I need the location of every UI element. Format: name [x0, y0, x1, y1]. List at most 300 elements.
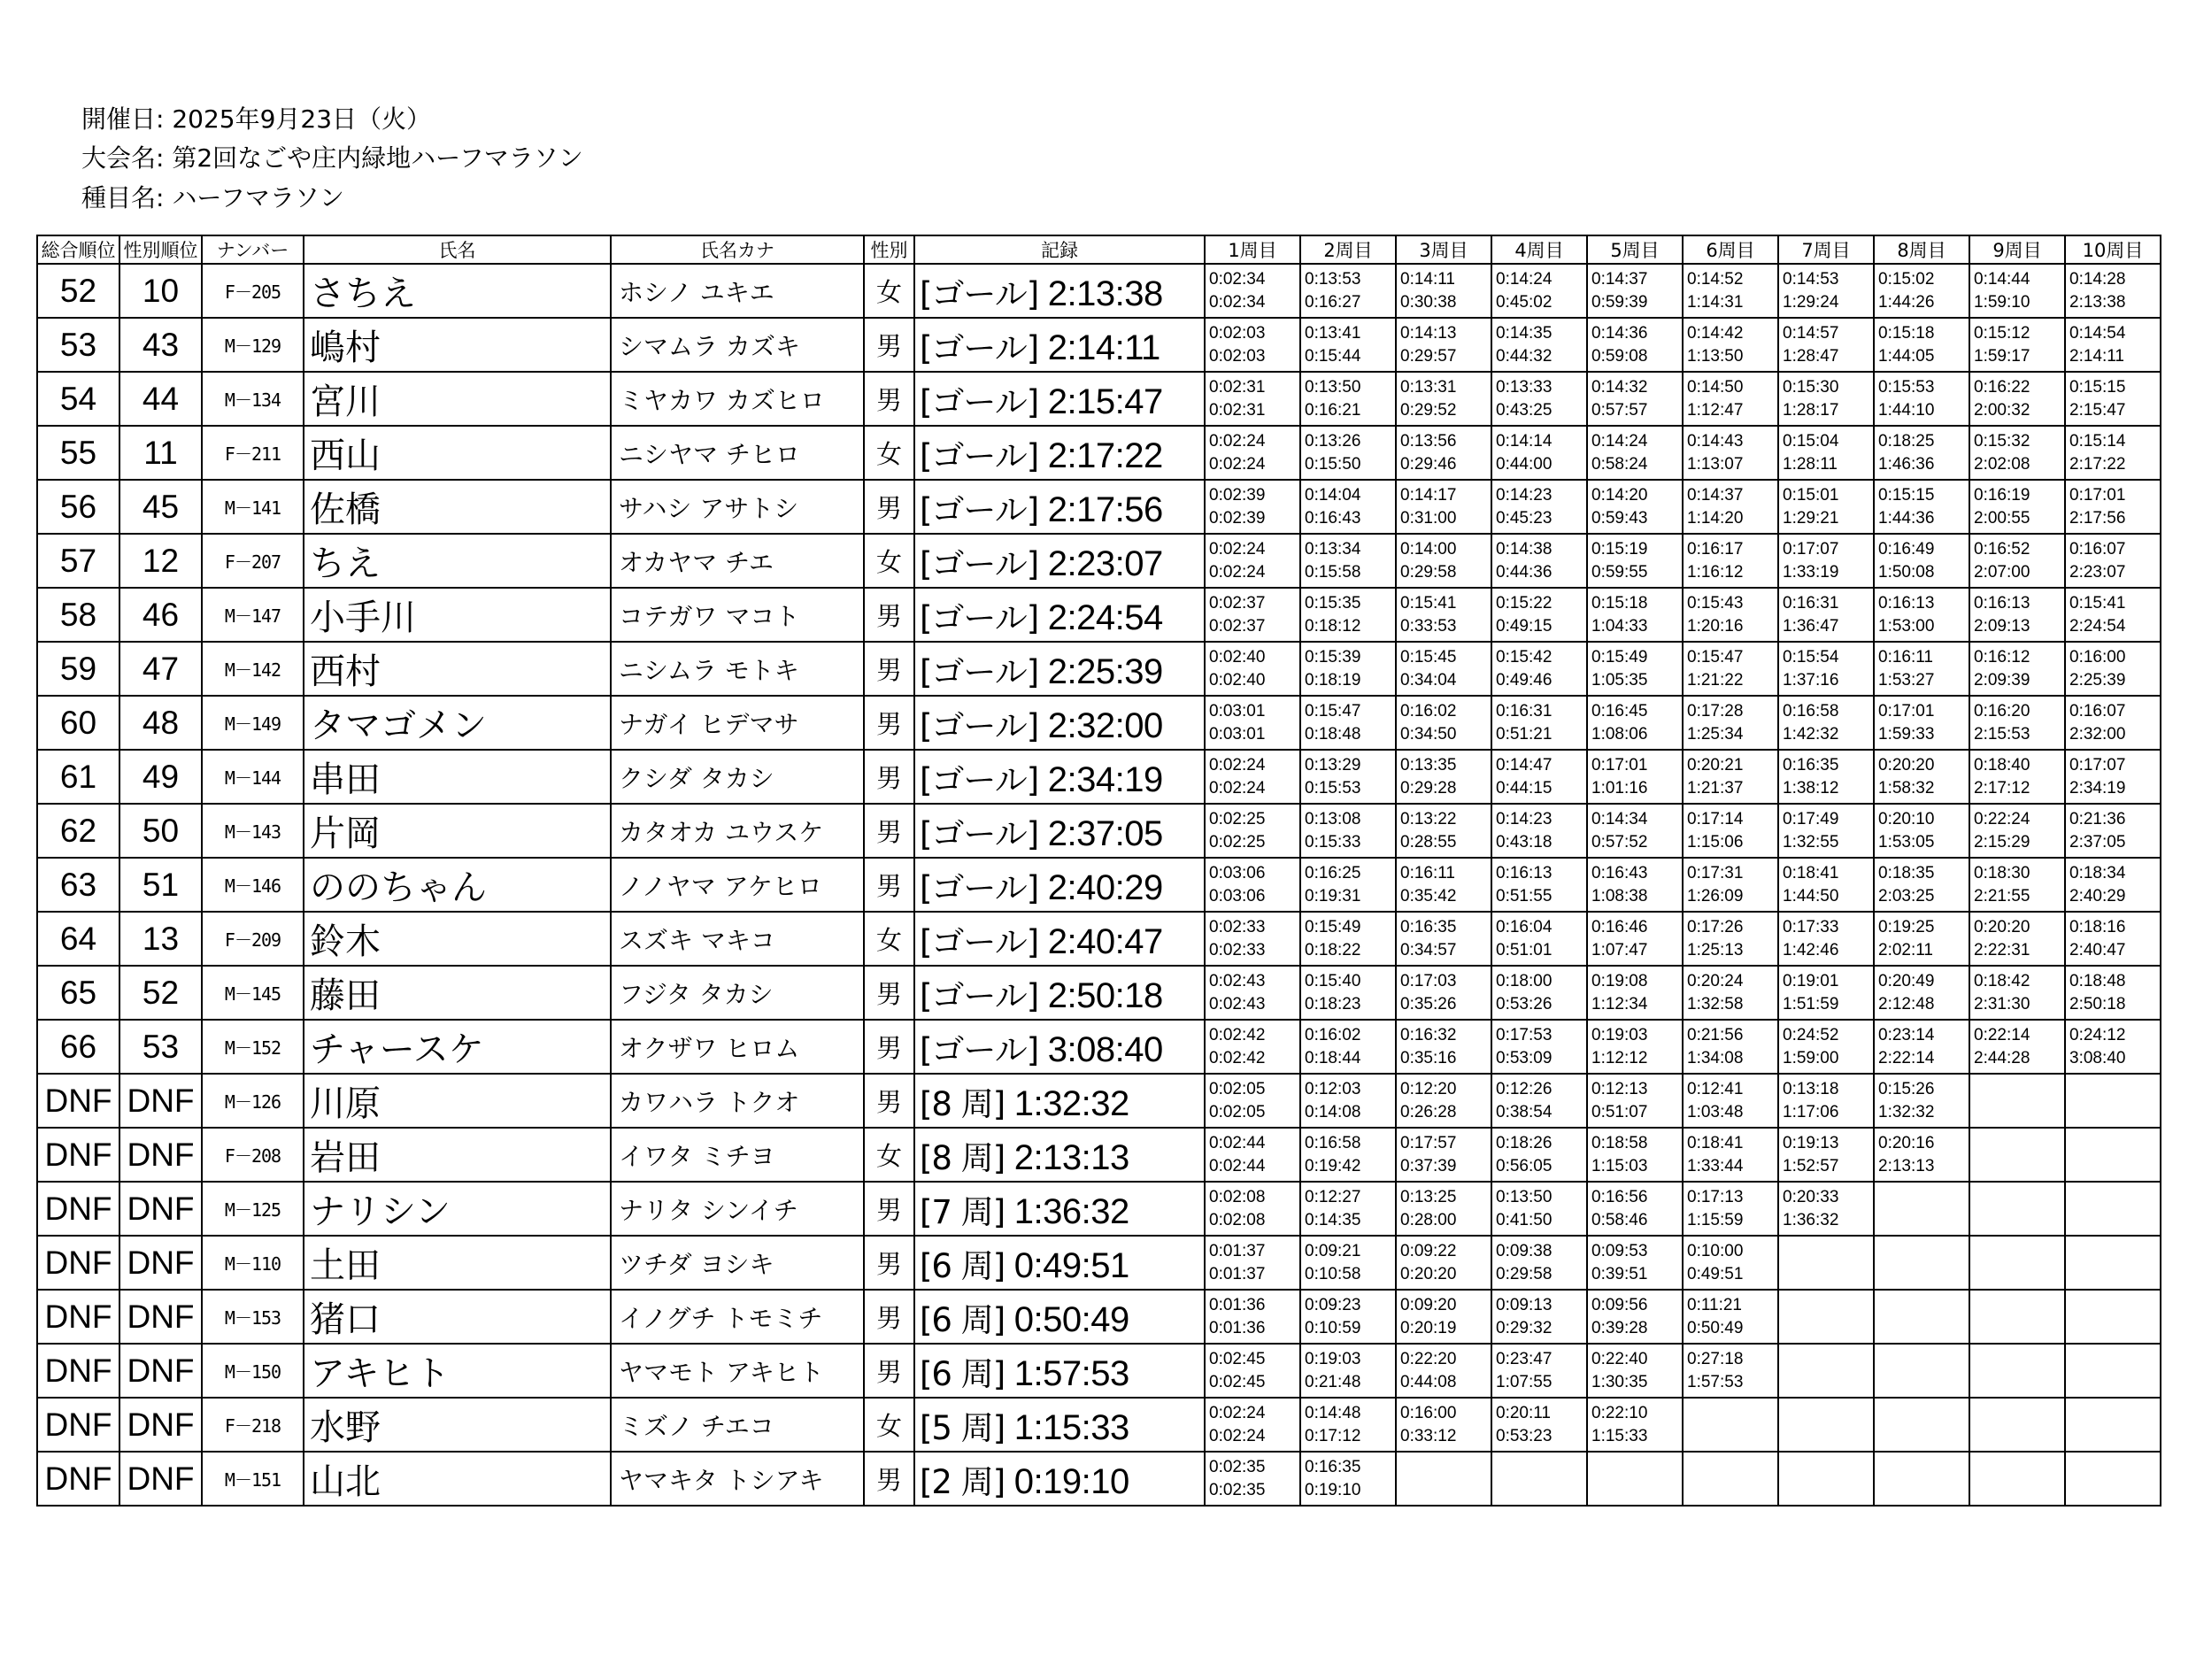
table-row	[37, 1128, 2161, 1182]
lap-cell	[1683, 480, 1778, 534]
lap-cumulative: 0:44:32	[1496, 346, 1553, 366]
lap-split: 0:12:26	[1496, 1079, 1553, 1098]
overall-rank: 64	[37, 912, 119, 966]
lap-split: 0:14:38	[1496, 539, 1553, 559]
table-row	[37, 1182, 2161, 1236]
lap-split	[1878, 1456, 1969, 1479]
lap-cell	[1396, 534, 1491, 588]
lap-cumulative: 0:29:52	[1400, 400, 1457, 420]
lap-cumulative: 0:02:24	[1209, 454, 1266, 474]
lap-split: 0:14:17	[1400, 485, 1457, 505]
lap-cell	[1969, 966, 2065, 1020]
lap-cumulative: 1:14:31	[1687, 292, 1744, 312]
lap-split: 0:17:13	[1687, 1187, 1744, 1206]
lap-cell	[1587, 480, 1683, 534]
lap-split: 0:09:53	[1591, 1241, 1648, 1260]
lap-cell	[1683, 534, 1778, 588]
record-status: [ゴール]	[920, 706, 1039, 745]
bib-number: F－218	[202, 1398, 304, 1452]
lap-cell	[1874, 1074, 1969, 1128]
lap-cumulative: 2:44:28	[1974, 1048, 2030, 1067]
lap-cell	[1778, 696, 1874, 750]
lap-cumulative: 0:34:57	[1400, 940, 1457, 959]
lap-cumulative: 0:49:51	[1687, 1264, 1744, 1283]
lap-cell	[1778, 264, 1874, 318]
lap-cumulative: 2:17:56	[2069, 508, 2126, 528]
lap-cumulative: 0:49:15	[1496, 616, 1553, 636]
lap-cell	[1587, 696, 1683, 750]
lap-split	[1974, 1348, 2064, 1371]
lap-cell	[1587, 1290, 1683, 1344]
lap-cumulative: 0:57:52	[1591, 832, 1648, 852]
lap-cumulative: 0:44:08	[1400, 1372, 1457, 1391]
runner-gender: 男	[864, 1290, 914, 1344]
lap-cumulative: 0:02:25	[1209, 832, 1266, 852]
lap-cumulative: 0:56:05	[1496, 1156, 1553, 1175]
lap-split: 0:18:25	[1878, 431, 1935, 451]
lap-split: 0:16:17	[1687, 539, 1744, 559]
lap-split: 0:03:01	[1209, 701, 1266, 721]
lap-split: 0:13:34	[1305, 539, 1361, 559]
lap-split: 0:13:08	[1305, 809, 1361, 828]
event-date: 開催日: 2025年9月23日（火）	[81, 104, 432, 134]
bib-number: M－110	[202, 1236, 304, 1290]
lap-split	[1878, 1294, 1969, 1317]
lap-cumulative	[2069, 1209, 2160, 1232]
lap-cumulative: 0:01:37	[1209, 1264, 1266, 1283]
runner-name: 鈴木	[304, 912, 611, 966]
lap-split: 0:16:04	[1496, 917, 1553, 936]
lap-split: 0:20:20	[1878, 755, 1935, 774]
lap-split: 0:15:53	[1878, 377, 1935, 397]
lap-cell	[1874, 1182, 1969, 1236]
lap-cumulative: 0:14:08	[1305, 1102, 1361, 1121]
lap-cell	[1491, 750, 1587, 804]
lap-split: 0:15:18	[1591, 593, 1648, 613]
table-row	[37, 1452, 2161, 1506]
lap-cell	[1778, 1452, 1874, 1506]
lap-split: 0:14:00	[1400, 539, 1457, 559]
lap-split: 0:16:35	[1783, 755, 1839, 774]
lap-cell	[1778, 966, 1874, 1020]
lap-cumulative: 1:05:35	[1591, 670, 1648, 690]
finish-record	[914, 588, 1205, 642]
lap-split: 0:02:24	[1209, 539, 1266, 559]
lap-cell	[1491, 588, 1587, 642]
lap-cumulative: 0:39:28	[1591, 1318, 1648, 1337]
lap-split: 0:18:40	[1974, 755, 2030, 774]
lap-cell	[1778, 804, 1874, 858]
lap-split: 0:18:48	[2069, 971, 2126, 990]
lap-cell	[1587, 1182, 1683, 1236]
lap-split	[2069, 1078, 2160, 1101]
lap-cumulative: 1:15:33	[1591, 1426, 1648, 1445]
record-time: 2:13:38	[1047, 274, 1163, 313]
lap-cumulative: 1:26:09	[1687, 886, 1744, 906]
lap-cell	[1300, 804, 1396, 858]
lap-split: 0:23:47	[1496, 1349, 1553, 1368]
runner-gender: 男	[864, 858, 914, 912]
lap-cell	[1300, 696, 1396, 750]
lap-split: 0:14:37	[1591, 269, 1648, 289]
lap-split	[2069, 1186, 2160, 1209]
lap-cumulative	[1974, 1263, 2064, 1286]
lap-cumulative: 2:22:14	[1878, 1048, 1935, 1067]
record-time: 1:57:53	[1013, 1353, 1129, 1393]
overall-rank: 57	[37, 534, 119, 588]
lap-split: 0:16:00	[1400, 1403, 1457, 1422]
lap-cumulative: 0:02:44	[1209, 1156, 1266, 1175]
lap-cumulative: 2:02:11	[1878, 940, 1933, 959]
lap-cell	[1874, 1452, 1969, 1506]
lap-cell	[1587, 1128, 1683, 1182]
finish-record	[914, 480, 1205, 534]
lap-split: 0:17:31	[1687, 863, 1744, 882]
lap-split: 0:09:23	[1305, 1295, 1361, 1314]
lap-split: 0:17:26	[1687, 917, 1744, 936]
runner-name: 片岡	[304, 804, 611, 858]
lap-cell	[2065, 1290, 2161, 1344]
lap-cumulative: 1:33:19	[1783, 562, 1839, 582]
runner-name: 串田	[304, 750, 611, 804]
lap-cell	[1491, 966, 1587, 1020]
runner-name: 西村	[304, 642, 611, 696]
lap-cumulative: 1:53:00	[1878, 616, 1935, 636]
lap-cell	[1396, 750, 1491, 804]
record-time: 2:50:18	[1047, 975, 1163, 1015]
column-header: 7周目	[1778, 235, 1874, 264]
lap-cell	[2065, 750, 2161, 804]
column-header: 総合順位	[37, 235, 119, 264]
lap-split: 0:17:53	[1496, 1025, 1553, 1044]
lap-cell	[1396, 858, 1491, 912]
lap-cumulative: 1:17:06	[1783, 1102, 1839, 1121]
table-row	[37, 696, 2161, 750]
lap-cell	[1587, 642, 1683, 696]
lap-cell	[1778, 912, 1874, 966]
bib-number: M－144	[202, 750, 304, 804]
lap-split: 0:02:33	[1209, 917, 1266, 936]
column-header: 1周目	[1205, 235, 1300, 264]
lap-cumulative	[1687, 1425, 1777, 1448]
lap-split: 0:09:56	[1591, 1295, 1648, 1314]
lap-cell	[1491, 1236, 1587, 1290]
lap-cell	[1683, 858, 1778, 912]
column-header: 4周目	[1491, 235, 1587, 264]
lap-split: 0:02:43	[1209, 971, 1266, 990]
lap-cumulative: 1:37:16	[1783, 670, 1839, 690]
lap-cumulative: 0:19:10	[1305, 1480, 1361, 1499]
lap-cell	[1300, 588, 1396, 642]
gender-rank: 53	[119, 1020, 202, 1074]
lap-cumulative: 1:21:37	[1687, 778, 1744, 798]
lap-split: 0:19:03	[1305, 1349, 1361, 1368]
lap-cell	[1205, 318, 1300, 372]
column-header: 5周目	[1587, 235, 1683, 264]
overall-rank: 58	[37, 588, 119, 642]
lap-split: 0:15:45	[1400, 647, 1457, 667]
lap-cell	[2065, 1128, 2161, 1182]
gender-rank: 11	[119, 426, 202, 480]
lap-split: 0:15:40	[1305, 971, 1361, 990]
lap-cell	[1778, 750, 1874, 804]
lap-cumulative: 2:24:54	[2069, 616, 2126, 636]
lap-cell	[1396, 318, 1491, 372]
lap-cell	[1205, 534, 1300, 588]
runner-gender: 女	[864, 534, 914, 588]
lap-cell	[1587, 912, 1683, 966]
record-status: [ゴール]	[920, 814, 1039, 853]
lap-cell	[1300, 1290, 1396, 1344]
lap-cumulative: 0:29:57	[1400, 346, 1457, 366]
lap-split: 0:16:07	[2069, 701, 2126, 721]
runner-gender: 男	[864, 1344, 914, 1398]
record-status: [ゴール]	[920, 274, 1039, 313]
lap-cell	[1683, 264, 1778, 318]
record-time: 2:17:22	[1047, 435, 1163, 475]
column-header: 6周目	[1683, 235, 1778, 264]
runner-gender: 女	[864, 264, 914, 318]
lap-cell	[1491, 696, 1587, 750]
lap-split: 0:16:22	[1974, 377, 2030, 397]
lap-cumulative: 2:23:07	[2069, 562, 2126, 582]
lap-cell	[1683, 1344, 1778, 1398]
lap-cell	[1300, 1020, 1396, 1074]
lap-cumulative: 2:32:00	[2069, 724, 2126, 744]
lap-split	[1974, 1294, 2064, 1317]
lap-split: 0:14:20	[1591, 485, 1648, 505]
lap-cell	[1874, 318, 1969, 372]
table-row	[37, 534, 2161, 588]
lap-cell	[1778, 1020, 1874, 1074]
lap-cumulative: 0:18:12	[1305, 616, 1361, 636]
lap-cumulative: 1:59:10	[1974, 292, 2030, 312]
lap-cell	[1874, 1398, 1969, 1452]
lap-split: 0:14:54	[2069, 323, 2126, 343]
runner-kana: カワハラ トクオ	[611, 1074, 864, 1128]
overall-rank: DNF	[37, 1452, 119, 1506]
lap-split: 0:15:54	[1783, 647, 1839, 667]
overall-rank: DNF	[37, 1074, 119, 1128]
lap-split: 0:18:42	[1974, 971, 2030, 990]
lap-cumulative: 0:02:40	[1209, 670, 1266, 690]
lap-split	[1974, 1240, 2064, 1263]
overall-rank: DNF	[37, 1398, 119, 1452]
lap-cell	[1874, 750, 1969, 804]
lap-cell	[1874, 1128, 1969, 1182]
lap-split: 0:18:58	[1591, 1133, 1648, 1152]
lap-cumulative: 0:18:19	[1305, 670, 1361, 690]
runner-gender: 男	[864, 318, 914, 372]
lap-cumulative: 0:02:45	[1209, 1372, 1266, 1391]
lap-split	[1974, 1132, 2064, 1155]
lap-cumulative: 0:49:46	[1496, 670, 1553, 690]
lap-cell	[1491, 1344, 1587, 1398]
lap-cell	[1205, 426, 1300, 480]
lap-cell	[1874, 1344, 1969, 1398]
lap-split: 0:16:19	[1974, 485, 2030, 505]
lap-split: 0:16:02	[1305, 1025, 1361, 1044]
lap-cell	[1300, 534, 1396, 588]
lap-split: 0:22:40	[1591, 1349, 1648, 1368]
lap-split: 0:16:20	[1974, 701, 2030, 721]
lap-split: 0:01:37	[1209, 1241, 1266, 1260]
lap-cumulative: 0:02:39	[1209, 508, 1266, 528]
lap-split: 0:09:22	[1400, 1241, 1457, 1260]
runner-gender: 男	[864, 1452, 914, 1506]
lap-cumulative: 1:32:55	[1783, 832, 1839, 852]
lap-split: 0:15:47	[1305, 701, 1361, 721]
lap-split	[2069, 1132, 2160, 1155]
lap-split	[1974, 1078, 2064, 1101]
header-row	[37, 235, 2161, 264]
event-category: 種目名: ハーフマラソン	[81, 183, 344, 212]
lap-cell	[1969, 912, 2065, 966]
runner-gender: 男	[864, 966, 914, 1020]
lap-split: 0:02:45	[1209, 1349, 1266, 1368]
lap-cumulative: 2:25:39	[2069, 670, 2126, 690]
bib-number: M－146	[202, 858, 304, 912]
lap-cumulative: 1:32:58	[1687, 994, 1744, 1013]
lap-cell	[1396, 1128, 1491, 1182]
record-time: 2:32:00	[1047, 705, 1163, 745]
lap-split: 0:15:01	[1783, 485, 1839, 505]
lap-split: 0:18:41	[1687, 1133, 1744, 1152]
lap-cumulative: 0:02:03	[1209, 346, 1266, 366]
lap-split: 0:20:33	[1783, 1187, 1839, 1206]
lap-split: 0:13:33	[1496, 377, 1553, 397]
lap-cell	[1491, 858, 1587, 912]
lap-cumulative: 1:50:08	[1878, 562, 1935, 582]
record-time: 0:50:49	[1013, 1299, 1129, 1339]
lap-cell	[1874, 264, 1969, 318]
lap-cumulative	[1687, 1479, 1777, 1502]
lap-cell	[1205, 1182, 1300, 1236]
runner-kana: クシダ タカシ	[611, 750, 864, 804]
finish-record	[914, 696, 1205, 750]
bib-number: M－149	[202, 696, 304, 750]
table-row	[37, 480, 2161, 534]
runner-name: ナリシン	[304, 1182, 611, 1236]
lap-cumulative	[1878, 1425, 1969, 1448]
lap-split: 0:17:01	[2069, 485, 2126, 505]
lap-split: 0:09:21	[1305, 1241, 1361, 1260]
lap-cumulative	[2069, 1155, 2160, 1178]
lap-cumulative: 0:44:15	[1496, 778, 1553, 798]
lap-split: 0:14:34	[1591, 809, 1648, 828]
finish-record	[914, 858, 1205, 912]
lap-split: 0:09:20	[1400, 1295, 1457, 1314]
lap-cell	[1587, 1452, 1683, 1506]
lap-split	[2069, 1456, 2160, 1479]
lap-cell	[1491, 372, 1587, 426]
lap-cumulative: 0:37:39	[1400, 1156, 1457, 1175]
gender-rank: 48	[119, 696, 202, 750]
record-status: [ゴール]	[920, 544, 1039, 583]
lap-cumulative: 0:02:37	[1209, 616, 1266, 636]
lap-cumulative: 1:04:33	[1591, 616, 1648, 636]
lap-cumulative: 2:15:47	[2069, 400, 2126, 420]
lap-cumulative: 0:45:23	[1496, 508, 1553, 528]
lap-split: 0:15:49	[1305, 917, 1361, 936]
lap-cumulative: 0:30:38	[1400, 292, 1457, 312]
lap-cell	[1396, 588, 1491, 642]
lap-cell	[1778, 426, 1874, 480]
record-status: [6 周]	[920, 1246, 1006, 1285]
lap-cumulative: 0:53:09	[1496, 1048, 1553, 1067]
lap-cumulative	[1878, 1317, 1969, 1340]
gender-rank: DNF	[119, 1074, 202, 1128]
lap-cumulative: 0:43:25	[1496, 400, 1553, 420]
lap-cell	[1396, 264, 1491, 318]
lap-cell	[1969, 372, 2065, 426]
lap-cell	[1491, 1128, 1587, 1182]
lap-cell	[1396, 1020, 1491, 1074]
record-status: [ゴール]	[920, 868, 1039, 907]
lap-split	[2069, 1240, 2160, 1263]
lap-split: 0:14:43	[1687, 431, 1744, 451]
lap-cumulative: 0:18:44	[1305, 1048, 1361, 1067]
lap-cell	[1587, 1020, 1683, 1074]
lap-split: 0:02:39	[1209, 485, 1266, 505]
lap-cell	[1683, 912, 1778, 966]
lap-split: 0:24:12	[2069, 1025, 2126, 1044]
finish-record	[914, 1182, 1205, 1236]
lap-cumulative: 2:17:22	[2069, 454, 2126, 474]
lap-split: 0:13:22	[1400, 809, 1457, 828]
lap-split: 0:15:42	[1496, 647, 1553, 667]
lap-cumulative: 0:38:54	[1496, 1102, 1553, 1121]
lap-cumulative	[1878, 1263, 1969, 1286]
lap-split: 0:02:25	[1209, 809, 1266, 828]
lap-split: 0:13:50	[1496, 1187, 1553, 1206]
table-row	[37, 1398, 2161, 1452]
bib-number: M－153	[202, 1290, 304, 1344]
record-status: [ゴール]	[920, 1030, 1039, 1069]
lap-cell	[1683, 1236, 1778, 1290]
lap-cumulative: 0:29:58	[1496, 1264, 1553, 1283]
bib-number: M－142	[202, 642, 304, 696]
lap-split: 0:09:38	[1496, 1241, 1553, 1260]
lap-cell	[1969, 1398, 2065, 1452]
lap-cumulative: 0:51:01	[1496, 940, 1553, 959]
lap-cumulative: 0:29:28	[1400, 778, 1457, 798]
lap-cumulative: 1:46:36	[1878, 454, 1935, 474]
table-row	[37, 1074, 2161, 1128]
lap-cumulative	[1974, 1155, 2064, 1178]
lap-split: 0:12:13	[1591, 1079, 1648, 1098]
lap-cumulative: 1:07:47	[1591, 940, 1648, 959]
lap-split: 0:16:32	[1400, 1025, 1457, 1044]
runner-name: アキヒト	[304, 1344, 611, 1398]
lap-cell	[1683, 588, 1778, 642]
lap-cell	[1396, 480, 1491, 534]
lap-cumulative: 0:44:00	[1496, 454, 1553, 474]
lap-cell	[1778, 1290, 1874, 1344]
lap-cumulative: 1:15:59	[1687, 1210, 1744, 1229]
lap-cumulative: 1:13:07	[1687, 454, 1744, 474]
lap-cumulative: 2:50:18	[2069, 994, 2126, 1013]
lap-cumulative: 0:02:05	[1209, 1102, 1266, 1121]
lap-cell	[1683, 750, 1778, 804]
bib-number: M－152	[202, 1020, 304, 1074]
lap-cell	[2065, 1236, 2161, 1290]
runner-kana: ナリタ シンイチ	[611, 1182, 864, 1236]
lap-split: 0:09:13	[1496, 1295, 1553, 1314]
lap-cumulative: 0:02:34	[1209, 292, 1266, 312]
lap-split: 0:01:36	[1209, 1295, 1266, 1314]
overall-rank: 56	[37, 480, 119, 534]
